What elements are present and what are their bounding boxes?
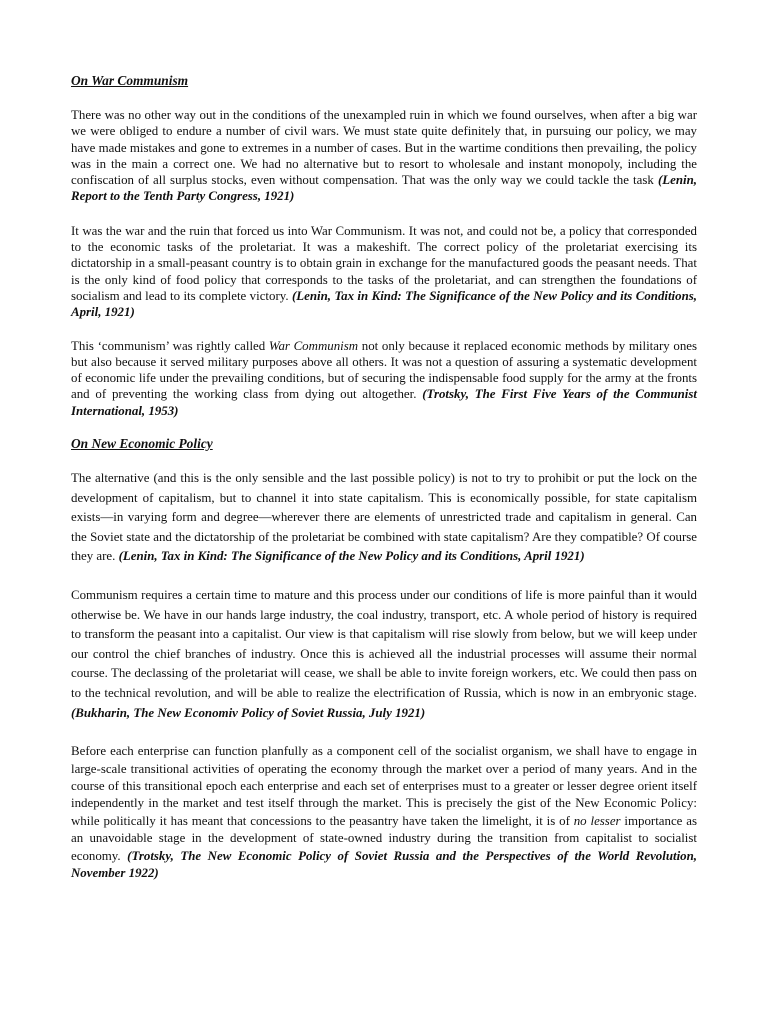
italic-phrase: War Communism [268,338,359,353]
citation: (Trotsky, The New Economic Policy of Soviet Russia and the Perspectives of the World Revolution, November 1922) [71,848,697,881]
citation: (Lenin, Report to the Tenth Party Congress, 1921) [71,173,697,204]
section-heading-war-communism: On War Communism [71,73,189,88]
paragraph-trotsky-war-communism: This ‘communism’ was rightly called War Communism not only because it replaced economic methods by military ones but also because it served military purposes above all others. It was not a question of assuring a systematic development of economic life under the prevailing conditions, but of securing the indispensable food supply for the army at the fronts and of preventing the working class from dying out altogether. (Trotsky, The First Five Years of the Communist International, 1953) [71,338,697,418]
paragraph-lenin-report: There was no other way out in the conditions of the unexampled ruin in which we found ourselves, when after a big war we were obliged to endure a number of civil wars. We must state quite definitely that, in pursuing our policy, we may have made mistakes and gone to extremes in a number of cases. But in the wartime conditions then prevailing, the policy was in the main a correct one. We had no alternative but to resort to wholesale and instant monopoly, including the confiscation of all surplus stocks, even without compensation. That was the only way we could tackle the task (Lenin, Report to the Tenth Party Congress, 1921) [71,108,697,204]
citation: (Lenin, Tax in Kind: The Significance of the New Policy and its Conditions, April 1921) [118,549,585,564]
document-page [71,72,697,882]
paragraph-bukharin: Communism requires a certain time to mature and this process under our conditions of life is more painful than it would otherwise be. We have in our hands large industry, the coal industry, transport, etc. A whole period of history is required to transform the peasant into a capitalist. Our view is that capitalism will rise slowly from below, but we will keep under our control the chief branches of industry. Once this is achieved all the industrial processes will assume their normal course. The declassing of the proletariat will cease, we shall be able to invite foreign workers, etc. We could then pass on to the technical revolution, and will be able to realize the electrification of Russia, which is now in an embryonic stage. (Bukharin, The New Economiv Policy of Soviet Russia, July 1921) [71,588,697,720]
paragraph-lenin-state-capitalism: The alternative (and this is the only sensible and the last possible policy) is not to try to prohibit or put the lock on the development of capitalism, but to channel it into state capitalism. This is economically possible, for state capitalism exists—in varying form and degree—wherever there are elements of unrestricted trade and capitalism in general. Can the Soviet state and the dictatorship of the proletariat be combined with state capitalism? Are they compatible? Of course they are. (Lenin, Tax in Kind: The Significance of the New Policy and its Conditions, April 1921) [71,471,697,564]
section-heading-nep: On New Economic Policy [71,436,213,452]
citation: (Bukharin, The New Economiv Policy of Soviet Russia, July 1921) [71,705,426,720]
paragraph-lenin-tax-in-kind: It was the war and the ruin that forced us into War Communism. It was not, and could not be, a policy that corresponded to the economic tasks of the proletariat. It was a makeshift. The correct policy of the proletariat exercising its dictatorship in a small-peasant country is to obtain grain in exchange for the manufactured goods the peasant needs. That is the only kind of food policy that corresponds to the tasks of the proletariat, and can strengthen the foundations of socialism and lead to its complete victory. (Lenin, Tax in Kind: The Significance of the New Policy and its Conditions, April, 1921) [71,223,697,320]
citation: (Lenin, Tax in Kind: The Significance of the New Policy and its Conditions, April, 1921) [71,288,697,320]
paragraph-trotsky-nep: Before each enterprise can function planfully as a component cell of the socialist organism, we shall have to engage in large-scale transitional activities of operating the economy through the market over a period of many years. And in the course of this transitional epoch each enterprise and each set of enterprises must to a greater or lesser degree orient itself independently in the market and test itself through the market. This is precisely the gist of the New Economic Policy: while politically it has meant that concessions to the peasantry have taken the limelight, it is of no lesser importance as an unavoidable stage in the development of state-owned industry during the transition from capitalist to socialist economy. (Trotsky, The New Economic Policy of Soviet Russia and the Perspectives of the World Revolution, November 1922) [71,744,698,881]
citation: (Trotsky, The First Five Years of the Communist International, 1953) [71,387,697,418]
italic-phrase: no lesser [573,813,621,828]
